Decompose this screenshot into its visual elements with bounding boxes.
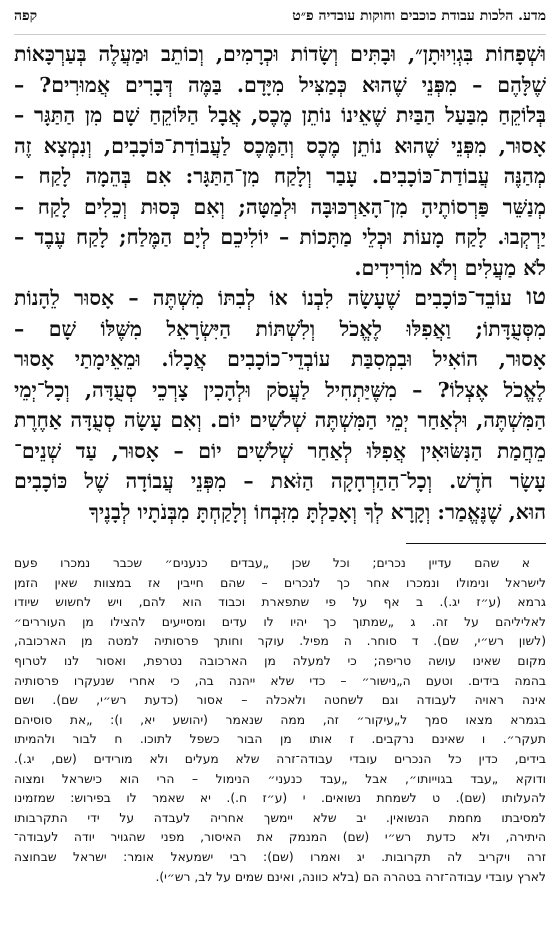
footnote-line: להעלותו (שם). ט לשמחת נשואים. י (ע״ז ח.). יא שאמר לו בפירוש: שמזמינו [14,791,546,806]
text-line: מְנַשֵּׁר פַּרְסוֹתֶיהָ מִן־הָאַרְכּוּבָּה וּלְמַטָּה; וְאִם כְּסוּת וְכֵלִים לָקַח – [14,194,546,219]
footnote-line: בהמה בידים. וטעם ה„נישור״ – כדי שלא ייהנה בה, כי אחרי שנעקרו פרסותיה [14,673,546,688]
header-book-title: מדע. הלכות עבודת כוכבים וחוקות עובדיה פ״ט [292,8,546,24]
text-line: בְּלוֹקֵחַ מִבַּעַל הַבַּיִת שֶׁאֵינוֹ נוֹתֵן מֶכֶס, אֲבָל הַלּוֹקֵחַ שָׁם מִן הַתַּגָּר – [14,103,546,127]
text-line: יַרְקְבוּ. לָקַח מָעוֹת וּכְלֵי מַתָּכוֹת – יוֹלִיכֵם לְיָם הַמֶּלַח; לָקַח עֶבֶד – [14,225,546,249]
footnote-line: בידים, כדין כל הנכרים עובדי עבודה־זרה שלא מעלים ולא מורידים (שם, יג.). [14,751,546,766]
text-line: עוֹבֵד־כּוֹכָבִים שֶׁעָשָׂה לִבְנוֹ אוֹ לְבִתּוֹ מִשְׁתֶּה – אָסוּר לֵהָנוֹת [14,286,512,310]
text-line: מֵחֲמַת הַנִּשּׂוּאִין אֲפִלּוּ לְאַחַר שְׁלֹשִׁים יוֹם – אָסוּר, עַד שְׁנֵים־ [14,438,546,463]
text-line: מִסְּעֻדָּתוֹ; וַאֲפִלּוּ לֶאֱכֹל וְלִשְׁתּוֹת הַיִּשְׂרָאֵל מִשֶּׁלּוֹ שָׁם – [14,316,546,341]
text-line: הַמִּשְׁתֶּה, וּלְאַחַר יְמֵי הַמִּשְׁתֶּה שְׁלֹשִׁים יוֹם. וְאִם עָשָׂה סְעֻדָּה אַחֶרֶת [14,408,546,432]
text-line: אָסוּר, מִפְּנֵי שֶׁהוּא נוֹתֵן מֶכֶס וְהַמֶּכֶס לַעֲבוֹדַת־כּוֹכָבִים, וְנִמְצָא זֶה [14,133,546,158]
footnote-line: למסיבתו מחמת הנשואין. יב שלא יימשך אחריה לעבדה על ידי התקרבותו [14,810,546,825]
footnote-line: לארץ עובדי עבודה־זרה בטהרה הם (בלא כוונה, ואינם שמים על לב, רש״י). [155,869,546,884]
footnote-line: תעקר״. ו שאינם נרקבים. ז אותו מן הבור כשפל לתוכו. ח לבור ולהמיתו [14,732,546,747]
running-header [14,8,546,35]
text-line: לֶאֱכֹל אֶצְלוֹ? – מִשֶּׁיַּתְחִיל לַעֲסֹק וּלְהָכִין צָרְכֵי סְעֻדָּה, וְכָל־יְמֵי [14,377,546,402]
footnote-line: אינה ראויה לעבודה וגם לשחטה ולאכלה – אסור (כדעת רש״י, שם). ושם [14,693,546,708]
page-number: קפה [14,8,38,24]
section-number-mark: טו [526,283,546,310]
main-text [14,39,546,527]
footnote-divider [406,543,546,544]
text-line: עָשָׂר חֹדֶשׁ. וְכָל־הַהַרְחָקָה הַזֹּאת – מִפְּנֵי עֲבוֹדָה שֶׁל כּוֹכָבִים [14,469,546,493]
text-line: שֶׁלָּהֶם – מִפְּנֵי שֶׁהוּא כְּמַצִּיל מִיָּדָם. בַּמֶּה דְּבָרִים אֲמוּרִים? – [14,72,546,97]
footnote-line: א שהם עדיין נכרים; וכל שכן „עבדים כנענים״ שכבר נמכרו פעם [14,556,530,570]
text-line: וּשְׁפָחוֹת בִּגְוִיוּתָן״, וּבָתִּים וְשָׂדוֹת וּכְרָמִים, וְכוֹתֵב וּמַעֲלֶה בְּעַרְכָּאוֹת [14,42,546,66]
footnote-line: לישראל ונימולו ונמכרו אחר כך לנכרים – שהם חייבין אז במצוות שאין הזמן [14,575,546,590]
footnote-line: גרמא (ע״ז יג.). ב אף על פי שתפארת וכבוד הוא להם, ויש לחשוש שיודו [14,595,546,610]
text-line: הוּא, שֶׁנֶּאֱמַר: וְקָרָא לְךָ וְאָכַלְתָּ מִזִּבְחוֹ וְלָקַחְתָּ מִבְּנֹתָיו לְבָנֶיךָ [88,499,546,524]
footnote-line: זרה ויקריב לה תקרובות. יג ואמרו (שם): רבי ישמעאל אומר: ישראל שבחוצה [14,849,546,864]
text-line: מְהַנֶּה עֲבוֹדַת־כּוֹכָבִים. עָבַר וְלָקַח מִן־הַתַּגָּר: אִם בְּהֵמָה לָקַח – [14,164,546,188]
footnote-line: ודוקא „עבד בגוייותו״, אבל „עבד כנעני״ הנימול – הרי הוא כישראל ומצוה [14,771,546,786]
footnote-line: היתירה, ולא כדעת רש״י (שם) המנמק את האיסור, מפני שהגויר יודה לעבודה־ [14,830,546,845]
footnote-line: מקום שאינו עושה טריפה; כי למעלה מן הארכובה נטרפת, ואסור לנו לטרוף [14,653,546,668]
text-line: לֹא מַעֲלִים וְלֹא מוֹרִידִים. [354,255,546,280]
footnotes [14,554,546,887]
footnote-line: לאליליהם על זה. ג „שמתוך כך יהיו לו עדים ומסייעים להצילו מן העוררים״ [14,614,546,629]
document-page [14,8,546,918]
text-line: אָסוּר, הוֹאִיל וּבִמְסִבַּת עוֹבְדֵי־כוֹכָבִים אֲכָלוֹ. וּמֵאֵימָתַי אָסוּר [14,347,546,371]
footnote-line: (לשון רש״י, שם). ד סוחר. ה מפיל. עוקר וחותך פרסותיה למטה מן הארכובה, [14,634,546,649]
footnote-line: בגמרא מצאו סמך ל„עיקור״ זה, ממה שנאמר (יהושע יא, ו): „את סוסיהם [14,712,546,727]
